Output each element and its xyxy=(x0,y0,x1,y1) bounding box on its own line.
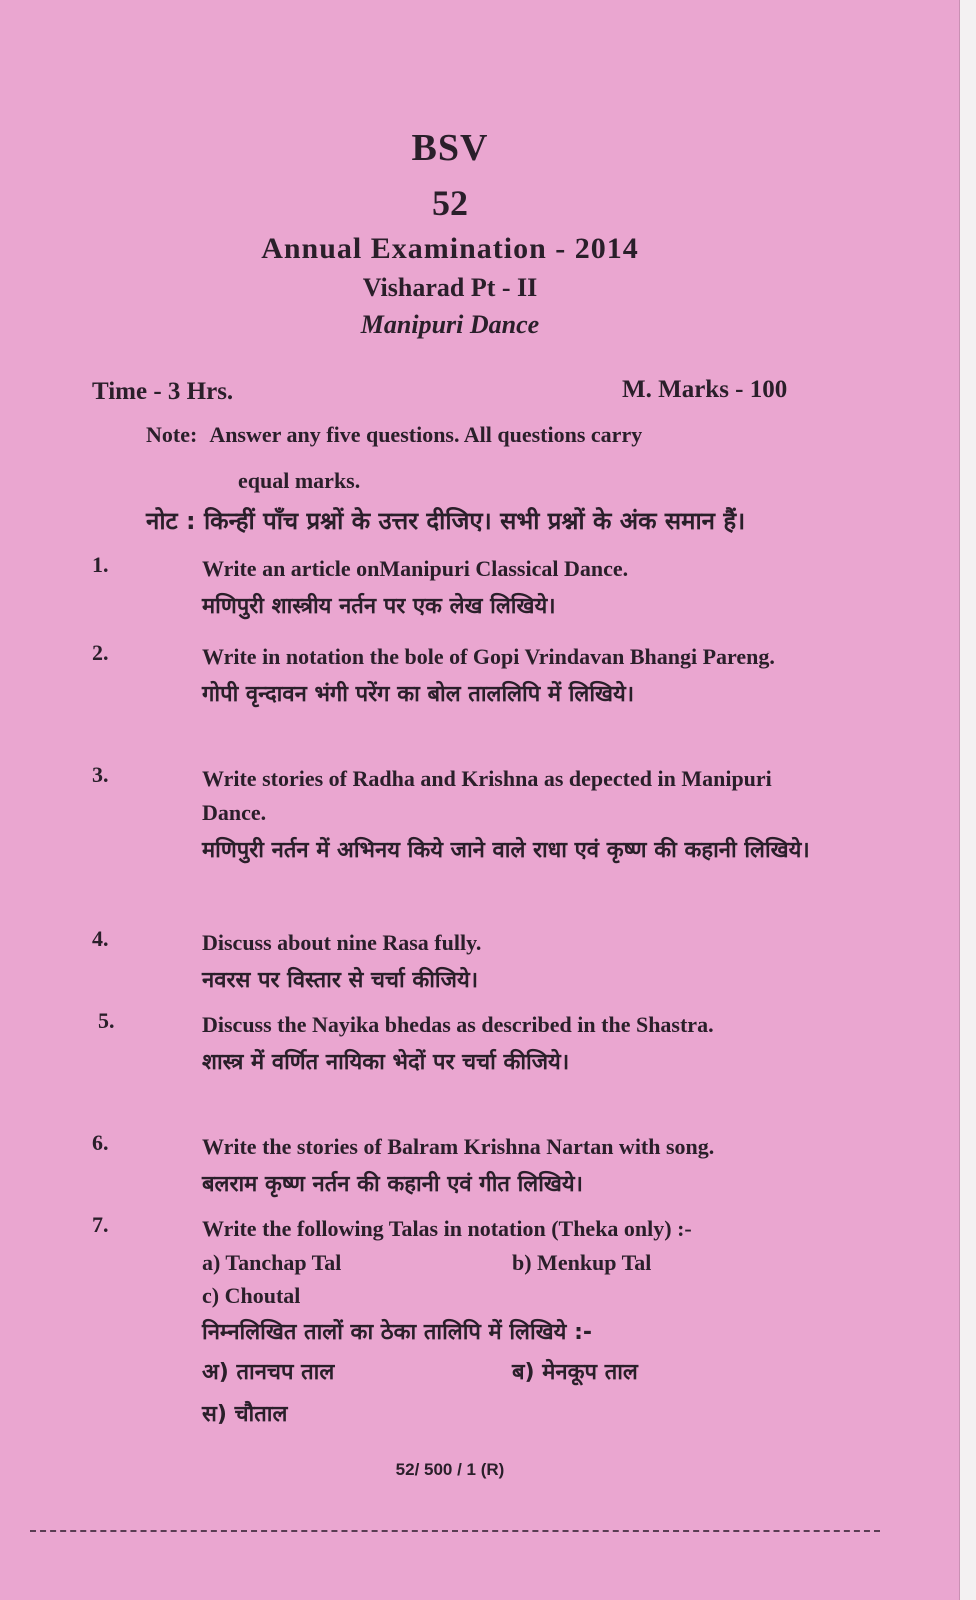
subject-title: Manipuri Dance xyxy=(360,310,540,339)
note-label: Note: xyxy=(146,422,198,447)
question-number: 5. xyxy=(98,1008,115,1033)
question-number: 2. xyxy=(92,640,109,665)
question-text-hi: बलराम कृष्ण नर्तन की कहानी एवं गीत लिखिये। xyxy=(202,1172,583,1197)
paper-number: 52 xyxy=(432,183,468,223)
question-number: 1. xyxy=(92,552,109,577)
question-number: 7. xyxy=(92,1212,109,1237)
question-text-hi: नवरस पर विस्तार से चर्चा कीजिये। xyxy=(202,968,479,993)
max-marks: M. Marks - 100 xyxy=(622,376,788,403)
option-hi-a: अ) तानचप ताल xyxy=(202,1360,335,1385)
question-text-hi: मणिपुरी नर्तन में अभिनय किये जाने वाले राधा एवं कृष्ण की कहानी लिखिये। xyxy=(202,838,810,863)
option-b: b) Menkup Tal xyxy=(512,1250,652,1275)
question-text-hi: गोपी वृन्दावन भंगी परेंग का बोल ताललिपि में लिखिये। xyxy=(202,682,635,707)
note-english xyxy=(146,412,836,504)
question-text-hi: निम्नलिखित तालों का ठेका तालिपि में लिखिये :- xyxy=(202,1320,593,1345)
time-allowed: Time - 3 Hrs. xyxy=(92,378,234,405)
question-text-en: Discuss the Nayika bhedas as described in the Shastra. xyxy=(202,1012,714,1037)
question-number: 6. xyxy=(92,1130,109,1155)
tala-options-en xyxy=(202,1246,822,1312)
question-text-en: Write stories of Radha and Krishna as depected in Manipuri Dance. xyxy=(202,766,772,825)
question-text-hi: शास्त्र में वर्णित नायिका भेदों पर चर्चा कीजिये। xyxy=(202,1050,570,1075)
paper-footer-code: 52/ 500 / 1 (R) xyxy=(395,1460,505,1479)
option-c: c) Choutal xyxy=(202,1283,301,1308)
tala-options-hi xyxy=(202,1352,822,1436)
question-number: 3. xyxy=(92,762,109,787)
class-title: Visharad Pt - II xyxy=(362,273,538,302)
question-text-hi: मणिपुरी शास्त्रीय नर्तन पर एक लेख लिखिये। xyxy=(202,594,556,619)
note-line-1: Answer any five questions. All questions carry xyxy=(209,422,643,447)
exam-title: Annual Examination - 2014 xyxy=(261,232,639,265)
note-hindi: नोट : किन्हीं पाँच प्रश्नों के उत्तर दीजिए। सभी प्रश्नों के अंक समान हैं। xyxy=(146,507,746,535)
question-text-en: Write the stories of Balram Krishna Nartan with song. xyxy=(202,1134,715,1159)
page-edge xyxy=(959,0,976,1600)
option-hi-b: ब) मेनकूप ताल xyxy=(512,1360,638,1385)
option-a: a) Tanchap Tal xyxy=(202,1250,342,1275)
question-text-en: Discuss about nine Rasa fully. xyxy=(202,930,482,955)
option-hi-c: स) चौताल xyxy=(202,1402,288,1427)
question-text-en: Write in notation the bole of Gopi Vrindavan Bhangi Pareng. xyxy=(202,644,775,669)
question-number: 4. xyxy=(92,926,109,951)
question-text-en: Write the following Talas in notation (Theka only) :- xyxy=(202,1216,692,1241)
perforation-line xyxy=(30,1530,880,1532)
question-text-en: Write an article onManipuri Classical Dance. xyxy=(202,556,629,581)
note-line-2: equal marks. xyxy=(238,468,361,493)
paper-code: BSV xyxy=(411,127,489,169)
